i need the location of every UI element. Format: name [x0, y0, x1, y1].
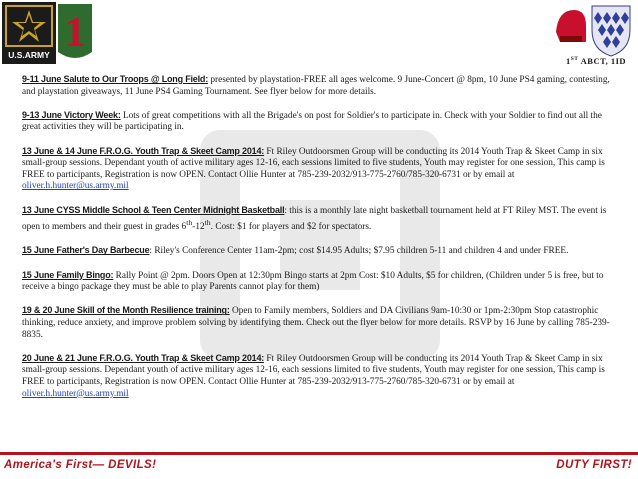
event-heading: 19 & 20 June Skill of the Month Resilience training:: [22, 305, 230, 316]
event-heading: 15 June Father's Day Barbecue: [22, 245, 150, 256]
event-item-fathers-day: [22, 245, 616, 258]
event-body: Ft Riley Outdoorsmen Group will be conducting its 2014 Youth Trap & Skeet Camp in six small-group sessions. Dependant youth of active military ages 12-16, each sessions limited to five students, Youth may register for one session, This camp is FREE to participants, Registration is now OPEN. Contact Ollie Hunter at 785-239-2032/913-775-2760/785-320-6731 or by email at: [22, 353, 605, 387]
event-heading: 9-13 June Victory Week:: [22, 109, 121, 120]
event-body: . Cost: $1 for players and $2 for spectators.: [210, 222, 372, 233]
event-body: Rally Point @ 2pm. Doors Open at 12:30pm Bingo starts at 2pm Cost: $10 Adults, $5 for children, (Children under 5 is free, but to receive a bingo package they must be able to play Parents cannot play for them): [22, 270, 604, 293]
event-heading: 15 June Family Bingo:: [22, 269, 114, 280]
unit-label: [566, 56, 626, 66]
event-heading: 13 June & 14 June F.R.O.G. Youth Trap & Skeet Camp 2014:: [22, 145, 265, 156]
army-star-icon: [2, 2, 56, 64]
event-item-family-bingo: [22, 270, 616, 294]
event-body: : this is a monthly late night basketball tournament held at FT Riley MST. The event is open to members and their guest in grades 6: [22, 205, 607, 233]
footer-motto-right: DUTY FIRST!: [556, 459, 632, 471]
event-body: presented by playstation-FREE all ages welcome. 9 June-Concert @ 8pm, 10 June PS4 gaming, contesting, and playstation giveaways, 11 June PS4 Gaming Tournament. See flyer below for more details.: [22, 75, 610, 97]
event-item-frog-camp-2: [22, 353, 616, 400]
unit-suffix: ABCT, 1ID: [578, 56, 627, 66]
event-body: Lots of great competitions with all the Brigade's on post for Soldier's to participate in. Check with your Soldier to find out all the great activities they will be participating in.: [22, 110, 602, 133]
event-item-midnight-basketball: [22, 205, 616, 234]
event-body: -12: [192, 222, 205, 233]
event-item-salute-to-troops: [22, 74, 616, 98]
event-body: : Riley's Conference Center 11am-2pm; cost $14.95 Adults; $7.95 children 5-11 and children 4 and under FREE.: [149, 246, 569, 257]
event-heading: 9-11 June Salute to Our Troops @ Long Field:: [22, 74, 208, 84]
email-link[interactable]: oliver.h.hunter@us.army.mil: [22, 388, 129, 399]
division-numeral: 1: [64, 10, 86, 56]
ordinal-suffix: th: [204, 218, 211, 228]
event-item-victory-week: [22, 110, 616, 134]
us-army-logo: [2, 2, 56, 64]
event-body: Ft Riley Outdoorsmen Group will be conducting its 2014 Youth Trap & Skeet Camp in six small-group sessions. Dependant youth of active military ages 12-16, each sessions limited to five students, Youth may register for one session, This camp is FREE to participants, Registration is now OPEN. Contact Ollie Hunter at 785-239-2032/913-775-2760/785-320-6731 or by email at: [22, 146, 605, 180]
army-logo-text: U.S.ARMY: [8, 50, 50, 60]
event-body: Open to Family members, Soldiers and DA Civilians 9am-10:30 or 1pm-2:30pm Stop catastrophic thinking, reduce anxiety, and improve problem solving by identifying them. Check out the flyer below for more details. RSVP by 16 June by calling 785-239-8835.: [22, 306, 610, 340]
footer-divider: [0, 452, 638, 455]
brigade-insignia: [552, 2, 634, 58]
first-division-patch: [56, 2, 94, 64]
email-link[interactable]: oliver.h.hunter@us.army.mil: [22, 181, 129, 192]
events-list: [22, 74, 616, 412]
ordinal-suffix: th: [186, 218, 193, 228]
helmet-and-shield-icon: [552, 2, 634, 58]
footer-motto-left: America's First— DEVILS!: [4, 459, 157, 471]
unit-superscript: ST: [570, 56, 579, 63]
event-heading: 20 June & 21 June F.R.O.G. Youth Trap & Skeet Camp 2014:: [22, 352, 265, 363]
unit-prefix: 1: [566, 56, 571, 66]
event-item-frog-camp-1: [22, 146, 616, 193]
event-heading: 13 June CYSS Middle School & Teen Center Midnight Basketball: [22, 204, 285, 215]
event-item-resilience-training: [22, 305, 616, 341]
